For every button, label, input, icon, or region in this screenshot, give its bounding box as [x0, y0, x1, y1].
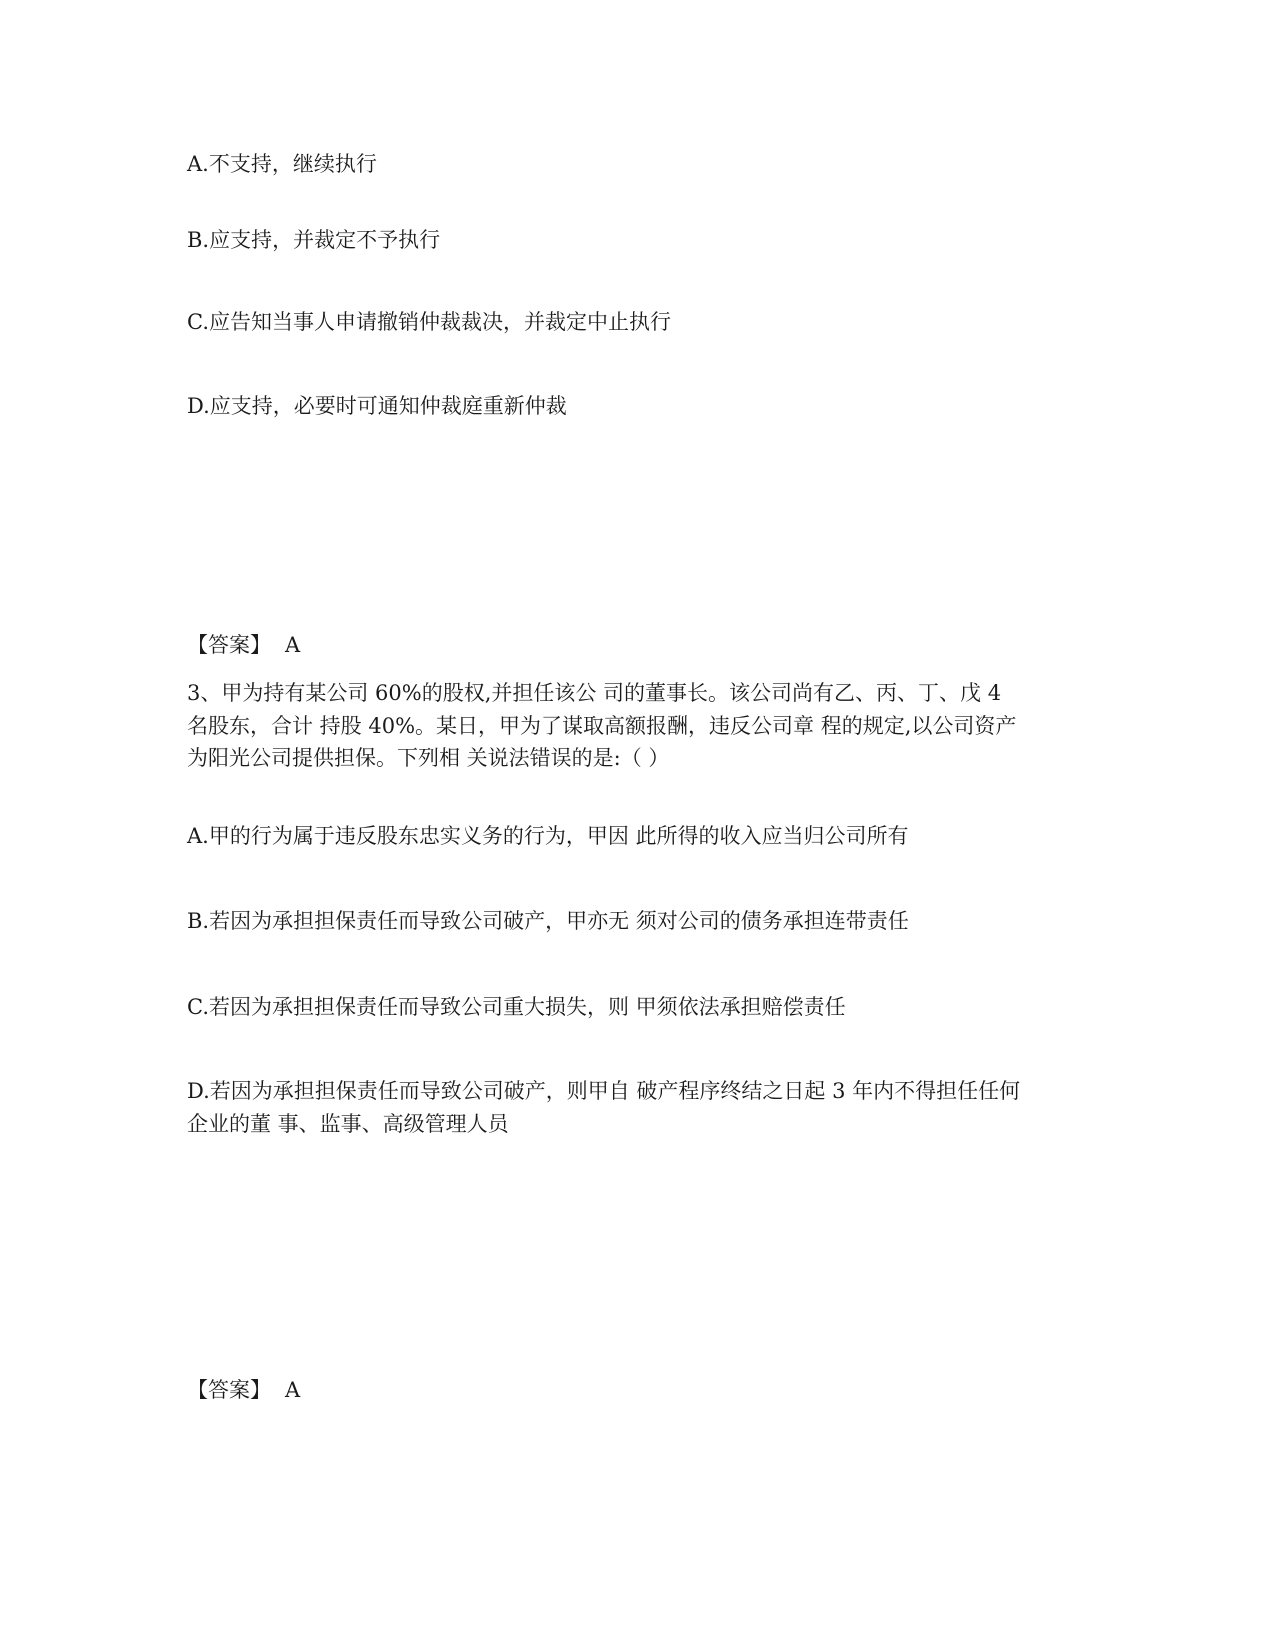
- q3-stem-line-2: 名股东，合计 持股 40%。某日，甲为了谋取高额报酬，违反公司章 程的规定,以公司资产: [187, 714, 1017, 738]
- q2-option-d: D.应支持，必要时可通知仲裁庭重新仲裁: [187, 394, 567, 418]
- q3-answer-label: 【答案】: [187, 1378, 271, 1402]
- q3-option-d-line-1: D.若因为承担担保责任而导致公司破产，则甲自 破产程序终结之日起 3 年内不得担任任何: [187, 1079, 1021, 1103]
- q3-stem-line-3: 为阳光公司提供担保。下列相 关说法错误的是:（ ）: [187, 746, 670, 770]
- q2-answer: [187, 628, 300, 662]
- q2-answer-value: A: [285, 633, 301, 657]
- q2-answer-label: 【答案】: [187, 633, 271, 657]
- q3-answer-value: A: [285, 1378, 301, 1402]
- q2-option-a: A.不支持，继续执行: [187, 152, 377, 176]
- q2-option-c: C.应告知当事人申请撤销仲裁裁决，并裁定中止执行: [187, 310, 671, 334]
- q3-option-b: B.若因为承担担保责任而导致公司破产，甲亦无 须对公司的债务承担连带责任: [187, 909, 909, 933]
- q3-option-d-line-2: 企业的董 事、监事、高级管理人员: [187, 1112, 509, 1136]
- q2-option-b: B.应支持，并裁定不予执行: [187, 228, 441, 252]
- q3-option-a: A.甲的行为属于违反股东忠实义务的行为，甲因 此所得的收入应当归公司所有: [187, 824, 909, 848]
- q3-stem-line-1: 3、甲为持有某公司 60%的股权,并担任该公 司的董事长。该公司尚有乙、丙、丁、戊 4: [187, 681, 1002, 705]
- q3-answer: [187, 1373, 300, 1407]
- q3-option-c: C.若因为承担担保责任而导致公司重大损失，则 甲须依法承担赔偿责任: [187, 995, 846, 1019]
